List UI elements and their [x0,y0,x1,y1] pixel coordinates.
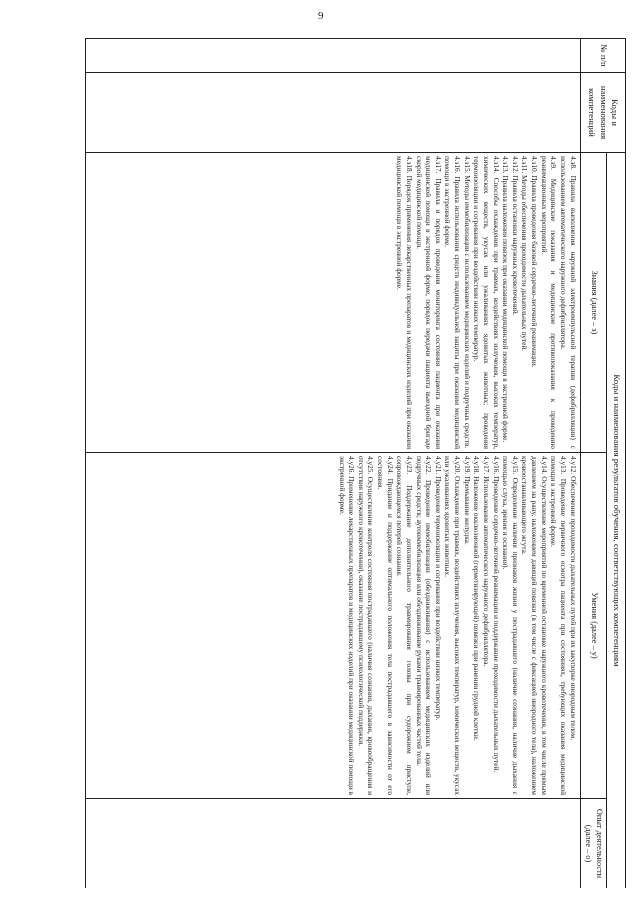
knowledge-item: 4.з14. Способы охлаждения при травмах, воздействиях излучения, высоких температур, химических веществ, укусах или ужаливаниях ядовитых животных; проведения термоизоляции и согревания при воздействии низких температур. [472,156,501,449]
skill-item: 4.у24. Придание и поддержание оптимального положения тела пострадавшего в зависимости от его состояния. [376,456,395,795]
skill-item: 4.у12. Обеспечение проходимости дыхательных путей при их закупорке инородным телом. [568,456,578,741]
cell-experience [85,799,580,889]
competency-table [85,38,626,888]
skill-item: 4.у22. Проведение иммобилизации (обездвиживания) с использованием медицинских изделий или подручных средств; аутоиммобилизация или обездвиживание руками травмированных частей тела. [414,456,434,795]
knowledge-item: 4.з15. Методы иммобилизации с использованием медицинских изделий и подручных средств. [462,156,472,449]
knowledge-item: 4.з13. Правила наложения повязок при оказании медицинской помощи в экстренной форме. [501,156,511,443]
skill-item: 4.у19. Промывание желудка. [462,456,472,545]
skill-item: 4.у21. Проведение термоизоляции и согревания при воздействии низких температур. [433,456,443,721]
skill-item: 4.у17. Использование автоматического наружного дефибриллятора. [481,456,491,667]
header-skills: Умения (далее – у) [580,453,607,799]
skill-item: 4.у15. Определение наличия признаков жизни у пострадавшего (наличие сознания, наличие дыхания с помощью слуха, зрения и осязания). [501,456,520,795]
header-knowledge: Знания (далее – з) [580,153,607,453]
knowledge-item: 4.з18. Порядок применения лекарственных препаратов и медицинских изделий при оказании медицинской помощи в экстренной форме. [395,156,414,449]
header-codes: Коды и наименования компетенций [580,73,625,153]
table-wrapper [66,38,626,888]
knowledge-item: 4.з17. Правила и порядок проведения мониторинга состояния пациента при оказании медицинской помощи в экстренной форме, порядок передачи пациента выездной бригаде скорой медицинской помощи. [414,156,443,449]
skill-item: 4.у14. Осуществление мероприятий по временной остановке наружного кровотечения, в том числе прямым давлением на рану, наложением давящей повязки (в том числе с фиксацией инородного тела), наложением кровоостанавливающего жгута. [520,456,549,795]
cell-knowledge [85,153,580,453]
header-experience: Опыт деятельности (далее – о) [580,799,607,889]
skill-item: 4.у20. Охлаждение при травмах, воздействиях излучения, высоких температур, химических веществ, укусах или ужаливаниях ядовитых животных. [443,456,463,795]
knowledge-item: 4.з12. Правила остановки наружных кровотечений. [510,156,520,316]
skill-item: 4.у16. Проведение сердечно-легочной реанимации и поддержание проходимости дыхательных путей. [491,456,501,773]
skill-item: 4.у18. Наложение окклюзионной (герметизирующей) повязки при ранении грудной клетки. [472,456,482,741]
skill-item: 4.у26. Применение лекарственных препаратов и медицинских изделий при оказании медицинской помощи в экстренной форме. [337,456,357,795]
knowledge-item: 4.з11. Методы обеспечения проходимости дыхательных путей. [520,156,530,352]
cell-codes [85,73,580,153]
header-results-group: Коды и наименования результатов обучения, соответствующих компетенциям [607,153,626,889]
cell-num [85,39,580,73]
knowledge-item: 4.з8. Правила выполнения наружной электроимпульсной терапии (дефибрилляции) с использованием автоматического наружного дефибриллятора. [558,156,578,449]
skill-item: 4.у25. Осуществление контроля состояния пострадавшего (наличия сознания, дыхания, кровообращения и отсутствия наружного кровотечения), оказание пострадавшему психологической поддержки. [356,456,376,795]
rotated-table-area [66,38,626,888]
page-number: 9 [318,10,324,22]
knowledge-item: 4.з16. Правила использования средств индивидуальной защиты при оказании медицинской помощи в экстренной форме. [443,156,463,449]
knowledge-item: 4.з10. Правила проведения базовой сердечно-легочной реанимации. [530,156,540,368]
skill-item: 4.у23. Поддержание дополнительного травмирования головы при судорожном приступе, сопровождающемся потерей сознания. [395,456,414,795]
knowledge-item: 4.з9. Медицинские показания и медицинские противопоказания к проведению реанимационных мероприятий. [539,156,559,449]
skill-item: 4.у13. Проведение первичного осмотра пациента при состояниях, требующих оказания медицинской помощи в экстренной форме. [549,456,568,795]
header-num: № п/п [580,39,625,73]
cell-skills [85,453,580,799]
